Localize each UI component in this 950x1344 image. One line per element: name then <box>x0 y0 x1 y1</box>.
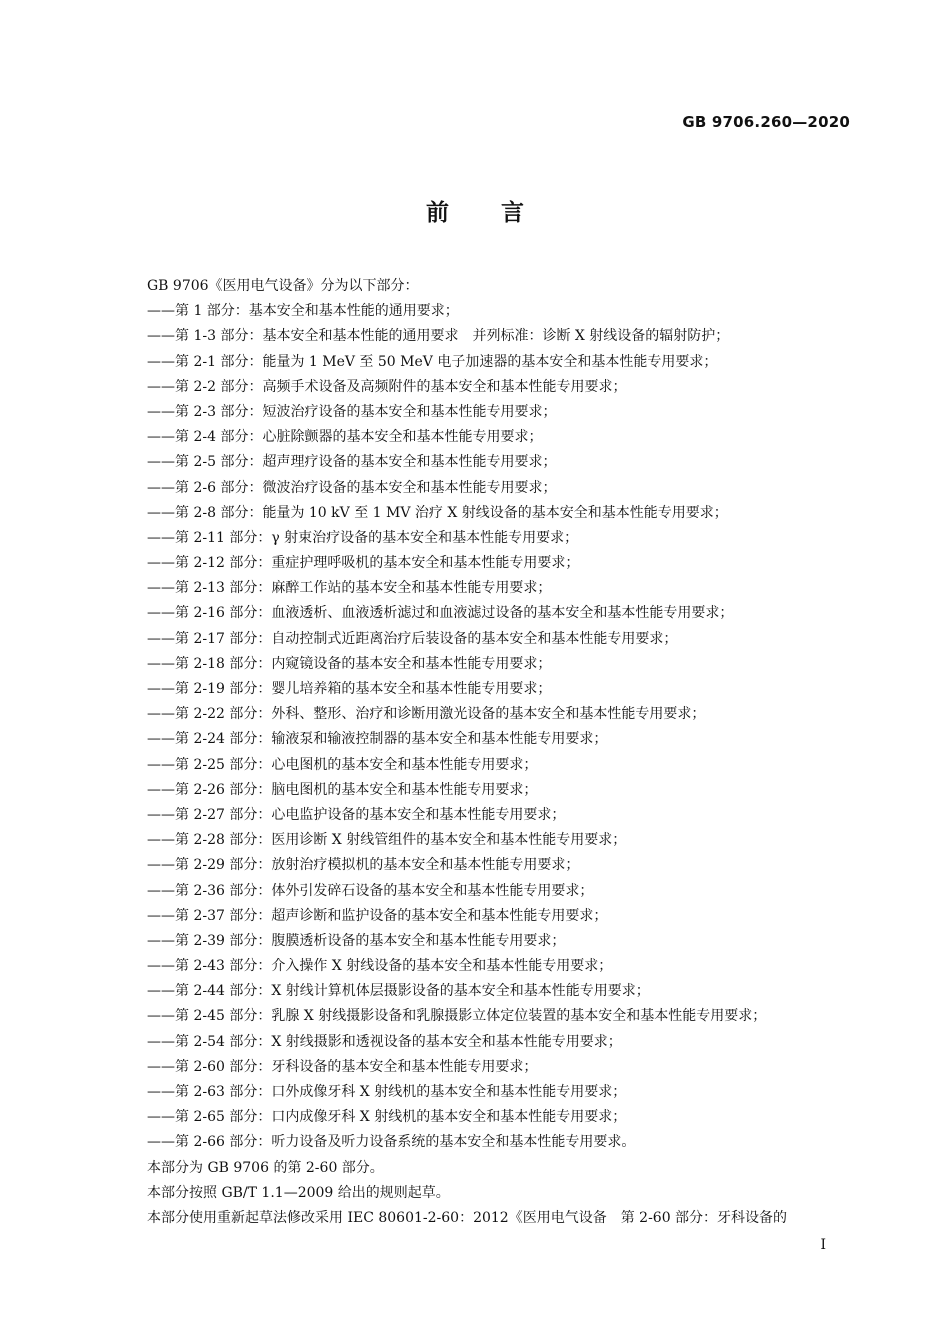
part-list-item: ——第 2-44 部分：X 射线计算机体层摄影设备的基本安全和基本性能专用要求； <box>147 983 650 1000</box>
standard-code: GB 9706.260—2020 <box>682 113 850 131</box>
body-paragraph: 本部分按照 GB/T 1.1—2009 给出的规则起草。 <box>147 1184 450 1201</box>
part-list-item: ——第 2-24 部分：输液泵和输液控制器的基本安全和基本性能专用要求； <box>147 731 608 748</box>
part-list-item: ——第 2-37 部分：超声诊断和监护设备的基本安全和基本性能专用要求； <box>147 907 608 924</box>
part-list-item: ——第 2-29 部分：放射治疗模拟机的基本安全和基本性能专用要求； <box>147 857 580 874</box>
parts-list <box>147 299 847 1155</box>
part-list-item: ——第 2-2 部分：高频手术设备及高频附件的基本安全和基本性能专用要求； <box>147 378 627 395</box>
part-list-item: ——第 2-4 部分：心脏除颤器的基本安全和基本性能专用要求； <box>147 429 543 446</box>
part-list-item: ——第 2-66 部分：听力设备及听力设备系统的基本安全和基本性能专用要求。 <box>147 1134 636 1151</box>
part-list-item: ——第 2-39 部分：腹膜透析设备的基本安全和基本性能专用要求； <box>147 932 566 949</box>
page-title: 前言 <box>426 200 576 226</box>
part-list-item: ——第 2-17 部分：自动控制式近距离治疗后装设备的基本安全和基本性能专用要求； <box>147 630 678 647</box>
part-list-item: ——第 2-25 部分：心电图机的基本安全和基本性能专用要求； <box>147 756 538 773</box>
body-paragraph: 本部分为 GB 9706 的第 2-60 部分。 <box>147 1159 384 1176</box>
part-list-item: ——第 2-3 部分：短波治疗设备的基本安全和基本性能专用要求； <box>147 403 557 420</box>
part-list-item: ——第 2-12 部分：重症护理呼吸机的基本安全和基本性能专用要求； <box>147 555 580 572</box>
part-list-item: ——第 2-27 部分：心电监护设备的基本安全和基本性能专用要求； <box>147 806 566 823</box>
part-list-item: ——第 2-16 部分：血液透析、血液透析滤过和血液滤过设备的基本安全和基本性能专用要求； <box>147 605 734 622</box>
part-list-item: ——第 1 部分：基本安全和基本性能的通用要求； <box>147 303 459 320</box>
part-list-item: ——第 2-63 部分：口外成像牙科 X 射线机的基本安全和基本性能专用要求； <box>147 1084 627 1100</box>
part-list-item: ——第 2-43 部分：介入操作 X 射线设备的基本安全和基本性能专用要求； <box>147 958 613 975</box>
part-list-item: ——第 2-36 部分：体外引发碎石设备的基本安全和基本性能专用要求； <box>147 882 594 899</box>
part-list-item: ——第 1-3 部分：基本安全和基本性能的通用要求 并列标准：诊断 X 射线设备的辐射防护； <box>147 328 730 345</box>
part-list-item: ——第 2-1 部分：能量为 1 MeV 至 50 MeV 电子加速器的基本安全和基本性能专用要求； <box>147 353 718 370</box>
intro-line: GB 9706《医用电气设备》分为以下部分： <box>147 278 419 294</box>
part-list-item: ——第 2-26 部分：脑电图机的基本安全和基本性能专用要求； <box>147 781 538 798</box>
part-list-item: ——第 2-5 部分：超声理疗设备的基本安全和基本性能专用要求； <box>147 454 557 471</box>
part-list-item: ——第 2-28 部分：医用诊断 X 射线管组件的基本安全和基本性能专用要求； <box>147 832 627 849</box>
part-list-item: ——第 2-54 部分：X 射线摄影和透视设备的基本安全和基本性能专用要求； <box>147 1033 622 1050</box>
paragraph-list <box>147 1156 847 1232</box>
document-body <box>147 274 847 1231</box>
part-list-item: ——第 2-19 部分：婴儿培养箱的基本安全和基本性能专用要求； <box>147 681 552 697</box>
part-list-item: ——第 2-22 部分：外科、整形、治疗和诊断用激光设备的基本安全和基本性能专用要求； <box>147 706 706 723</box>
body-paragraph: 本部分使用重新起草法修改采用 IEC 80601-2-60：2012《医用电气设备 第 2-60 部分：牙科设备的 <box>147 1209 788 1226</box>
part-list-item: ——第 2-45 部分：乳腺 X 射线摄影设备和乳腺摄影立体定位装置的基本安全和基本性能专用要求； <box>147 1008 767 1025</box>
part-list-item: ——第 2-11 部分：γ 射束治疗设备的基本安全和基本性能专用要求； <box>147 529 579 546</box>
part-list-item: ——第 2-65 部分：口内成像牙科 X 射线机的基本安全和基本性能专用要求； <box>147 1109 627 1126</box>
part-list-item: ——第 2-13 部分：麻醉工作站的基本安全和基本性能专用要求； <box>147 580 552 597</box>
part-list-item: ——第 2-6 部分：微波治疗设备的基本安全和基本性能专用要求； <box>147 479 557 496</box>
part-list-item: ——第 2-18 部分：内窥镜设备的基本安全和基本性能专用要求； <box>147 655 552 672</box>
page-number: I <box>820 1237 826 1253</box>
part-list-item: ——第 2-8 部分：能量为 10 kV 至 1 MV 治疗 X 射线设备的基本安全和基本性能专用要求； <box>147 504 728 521</box>
part-list-item: ——第 2-60 部分：牙科设备的基本安全和基本性能专用要求； <box>147 1058 538 1075</box>
